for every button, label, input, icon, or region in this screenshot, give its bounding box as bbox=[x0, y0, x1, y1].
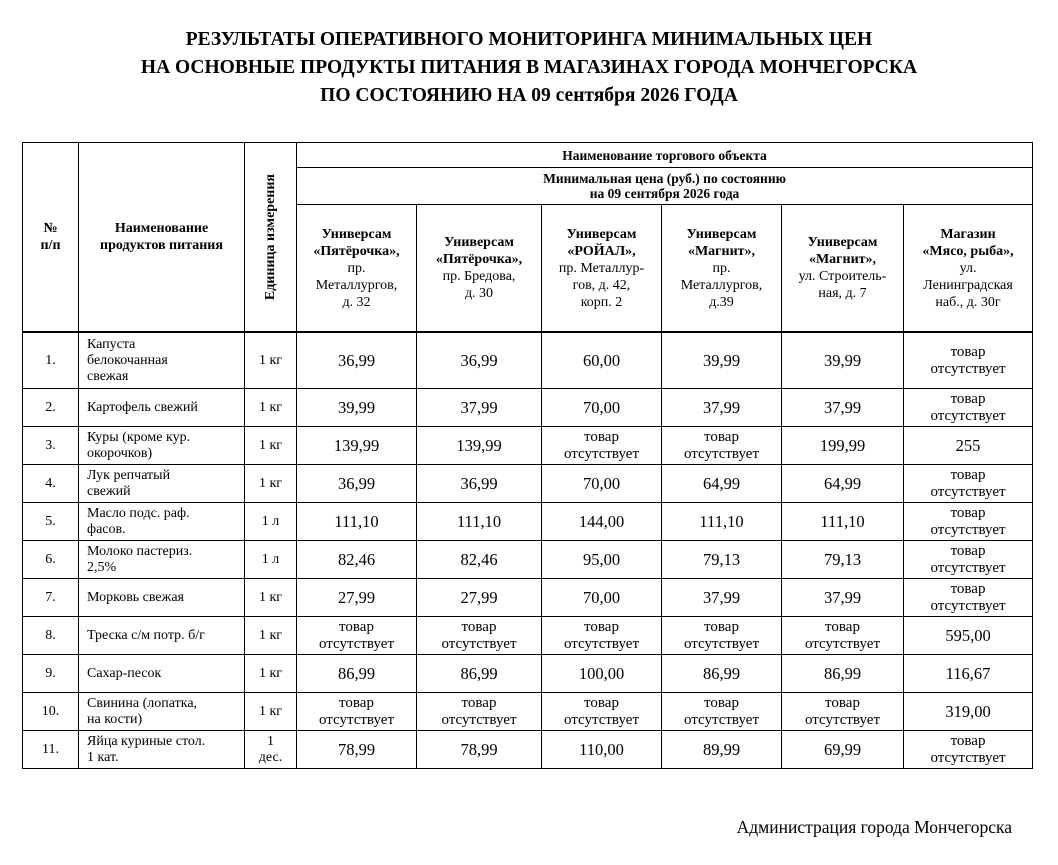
row-number: 2. bbox=[23, 389, 79, 427]
store-address: д. 30 bbox=[464, 286, 494, 301]
price-cell: 86,99 bbox=[782, 655, 904, 693]
title-line-1: РЕЗУЛЬТАТЫ ОПЕРАТИВНОГО МОНИТОРИНГА МИНИМАЛЬНЫХ ЦЕН bbox=[185, 29, 873, 50]
row-number: 8. bbox=[23, 617, 79, 655]
header-product: Наименование продуктов питания bbox=[79, 143, 245, 333]
price-cell: 64,99 bbox=[662, 465, 782, 503]
price-cell: 36,99 bbox=[417, 332, 542, 389]
product-name: Свинина (лопатка, на кости) bbox=[79, 693, 245, 731]
row-number: 7. bbox=[23, 579, 79, 617]
product-name: Яйца куриные стол. 1 кат. bbox=[79, 731, 245, 769]
not-available-cell: товар отсутствует bbox=[417, 617, 542, 655]
store-name: Универсам bbox=[807, 235, 878, 250]
store-address: ул. Строитель- bbox=[798, 269, 887, 284]
store-name: «Пятёрочка», bbox=[435, 252, 523, 267]
store-name: Магазин bbox=[940, 226, 996, 242]
store-address: пр. Бредова, bbox=[442, 269, 516, 284]
store-address: пр. bbox=[712, 260, 731, 276]
row-number: 5. bbox=[23, 503, 79, 541]
not-available-cell: товар отсутствует bbox=[904, 332, 1033, 389]
price-cell: 199,99 bbox=[782, 427, 904, 465]
price-cell: 37,99 bbox=[662, 389, 782, 427]
unit-cell: 1 кг bbox=[245, 655, 297, 693]
price-cell: 86,99 bbox=[417, 655, 542, 693]
table-row bbox=[23, 389, 1033, 427]
price-cell: 95,00 bbox=[542, 541, 662, 579]
product-name: Сахар-песок bbox=[79, 655, 245, 693]
store-name: «Пятёрочка», bbox=[313, 243, 400, 259]
price-cell: 69,99 bbox=[782, 731, 904, 769]
not-available-cell: товар отсутствует bbox=[417, 693, 542, 731]
header-num: № п/п bbox=[23, 143, 79, 333]
not-available-cell: товар отсутствует bbox=[904, 503, 1033, 541]
not-available-cell: товар отсутствует bbox=[542, 617, 662, 655]
store-address: пр. bbox=[347, 260, 366, 276]
product-name: Масло подс. раф. фасов. bbox=[79, 503, 245, 541]
price-cell: 116,67 bbox=[904, 655, 1033, 693]
price-cell: 110,00 bbox=[542, 731, 662, 769]
not-available-cell: товар отсутствует bbox=[904, 465, 1033, 503]
price-cell: 36,99 bbox=[297, 465, 417, 503]
price-cell: 64,99 bbox=[782, 465, 904, 503]
price-cell: 60,00 bbox=[542, 332, 662, 389]
price-cell: 139,99 bbox=[417, 427, 542, 465]
price-cell: 27,99 bbox=[417, 579, 542, 617]
price-cell: 79,13 bbox=[662, 541, 782, 579]
row-number: 6. bbox=[23, 541, 79, 579]
price-cell: 79,13 bbox=[782, 541, 904, 579]
store-name: Универсам bbox=[566, 226, 637, 242]
unit-cell: 1 кг bbox=[245, 579, 297, 617]
product-name: Капуста белокочанная свежая bbox=[79, 332, 245, 389]
store-header-3 bbox=[542, 205, 662, 333]
store-name: «Мясо, рыба», bbox=[922, 243, 1014, 259]
price-cell: 82,46 bbox=[417, 541, 542, 579]
product-name: Лук репчатый свежий bbox=[79, 465, 245, 503]
table-row bbox=[23, 693, 1033, 731]
store-header-1 bbox=[297, 205, 417, 333]
unit-cell: 1 кг bbox=[245, 693, 297, 731]
document-title bbox=[0, 26, 1058, 110]
not-available-cell: товар отсутствует bbox=[662, 693, 782, 731]
price-cell: 319,00 bbox=[904, 693, 1033, 731]
price-cell: 111,10 bbox=[782, 503, 904, 541]
unit-cell: 1 кг bbox=[245, 389, 297, 427]
product-name: Куры (кроме кур. окорочков) bbox=[79, 427, 245, 465]
price-cell: 86,99 bbox=[662, 655, 782, 693]
price-table bbox=[22, 142, 1033, 769]
price-cell: 82,46 bbox=[297, 541, 417, 579]
store-name: «Магнит», bbox=[808, 252, 877, 267]
not-available-cell: товар отсутствует bbox=[542, 427, 662, 465]
store-address: Металлургов, bbox=[315, 277, 398, 293]
row-number: 11. bbox=[23, 731, 79, 769]
row-number: 3. bbox=[23, 427, 79, 465]
product-name: Морковь свежая bbox=[79, 579, 245, 617]
store-header-6 bbox=[904, 205, 1033, 333]
store-name: Универсам bbox=[686, 226, 757, 242]
store-address: Ленинградская bbox=[923, 277, 1013, 293]
not-available-cell: товар отсутствует bbox=[662, 617, 782, 655]
price-cell: 111,10 bbox=[662, 503, 782, 541]
table-row bbox=[23, 617, 1033, 655]
store-address: наб., д. 30г bbox=[935, 294, 1001, 310]
price-cell: 37,99 bbox=[417, 389, 542, 427]
store-address: д. 32 bbox=[342, 294, 371, 310]
price-cell: 144,00 bbox=[542, 503, 662, 541]
not-available-cell: товар отсутствует bbox=[782, 693, 904, 731]
table-row bbox=[23, 503, 1033, 541]
table-row bbox=[23, 427, 1033, 465]
price-cell: 37,99 bbox=[782, 579, 904, 617]
table-row bbox=[23, 655, 1033, 693]
not-available-cell: товар отсутствует bbox=[904, 579, 1033, 617]
store-header-5 bbox=[782, 205, 904, 333]
row-number: 9. bbox=[23, 655, 79, 693]
not-available-cell: товар отсутствует bbox=[782, 617, 904, 655]
price-cell: 70,00 bbox=[542, 465, 662, 503]
unit-cell: 1 л bbox=[245, 541, 297, 579]
product-name: Картофель свежий bbox=[79, 389, 245, 427]
product-name: Треска с/м потр. б/г bbox=[79, 617, 245, 655]
unit-cell: 1 кг bbox=[245, 465, 297, 503]
store-header-2 bbox=[417, 205, 542, 333]
table-row bbox=[23, 579, 1033, 617]
title-line-3: ПО СОСТОЯНИЮ НА 09 сентября 2026 ГОДА bbox=[320, 85, 738, 106]
not-available-cell: товар отсутствует bbox=[904, 541, 1033, 579]
unit-cell: 1 кг bbox=[245, 427, 297, 465]
price-cell: 111,10 bbox=[297, 503, 417, 541]
price-cell: 70,00 bbox=[542, 579, 662, 617]
price-cell: 86,99 bbox=[297, 655, 417, 693]
not-available-cell: товар отсутствует bbox=[297, 617, 417, 655]
row-number: 4. bbox=[23, 465, 79, 503]
price-cell: 27,99 bbox=[297, 579, 417, 617]
store-name: «Магнит», bbox=[687, 243, 756, 259]
price-cell: 39,99 bbox=[297, 389, 417, 427]
unit-cell: 1 кг bbox=[245, 332, 297, 389]
store-address: Металлургов, bbox=[680, 277, 763, 293]
store-header-4 bbox=[662, 205, 782, 333]
table-row bbox=[23, 332, 1033, 389]
table-row bbox=[23, 465, 1033, 503]
store-address: гов, д. 42, bbox=[572, 277, 631, 293]
row-number: 10. bbox=[23, 693, 79, 731]
price-cell: 255 bbox=[904, 427, 1033, 465]
product-name: Молоко пастериз. 2,5% bbox=[79, 541, 245, 579]
store-name: Универсам bbox=[444, 235, 514, 250]
price-cell: 39,99 bbox=[662, 332, 782, 389]
price-cell: 36,99 bbox=[297, 332, 417, 389]
header-price: Минимальная цена (руб.) по состоянию на 09 сентября 2026 года bbox=[297, 168, 1033, 205]
footer-signature: Администрация города Мончегорска bbox=[736, 817, 1012, 837]
price-cell: 78,99 bbox=[417, 731, 542, 769]
store-address: д.39 bbox=[709, 294, 734, 310]
not-available-cell: товар отсутствует bbox=[542, 693, 662, 731]
store-name: «РОЙАЛ», bbox=[567, 243, 636, 259]
store-address: ная, д. 7 bbox=[818, 286, 867, 301]
price-cell: 39,99 bbox=[782, 332, 904, 389]
store-address: ул. bbox=[959, 260, 977, 276]
price-cell: 78,99 bbox=[297, 731, 417, 769]
price-cell: 111,10 bbox=[417, 503, 542, 541]
unit-cell: 1 дес. bbox=[245, 731, 297, 769]
table-body bbox=[23, 332, 1033, 769]
store-address: корп. 2 bbox=[580, 294, 623, 310]
row-number: 1. bbox=[23, 332, 79, 389]
header-unit: Единица измерения bbox=[245, 143, 297, 333]
store-name: Универсам bbox=[321, 226, 392, 242]
store-address: пр. Металлур- bbox=[558, 260, 645, 276]
price-cell: 37,99 bbox=[662, 579, 782, 617]
unit-cell: 1 л bbox=[245, 503, 297, 541]
price-cell: 139,99 bbox=[297, 427, 417, 465]
header-object: Наименование торгового объекта bbox=[297, 143, 1033, 168]
price-cell: 70,00 bbox=[542, 389, 662, 427]
not-available-cell: товар отсутствует bbox=[297, 693, 417, 731]
not-available-cell: товар отсутствует bbox=[904, 731, 1033, 769]
price-cell: 89,99 bbox=[662, 731, 782, 769]
title-line-2: НА ОСНОВНЫЕ ПРОДУКТЫ ПИТАНИЯ В МАГАЗИНАХ ГОРОДА МОНЧЕГОРСКА bbox=[140, 57, 918, 78]
price-cell: 36,99 bbox=[417, 465, 542, 503]
not-available-cell: товар отсутствует bbox=[904, 389, 1033, 427]
table-row bbox=[23, 541, 1033, 579]
unit-cell: 1 кг bbox=[245, 617, 297, 655]
price-cell: 595,00 bbox=[904, 617, 1033, 655]
price-cell: 100,00 bbox=[542, 655, 662, 693]
not-available-cell: товар отсутствует bbox=[662, 427, 782, 465]
table-row bbox=[23, 731, 1033, 769]
price-cell: 37,99 bbox=[782, 389, 904, 427]
